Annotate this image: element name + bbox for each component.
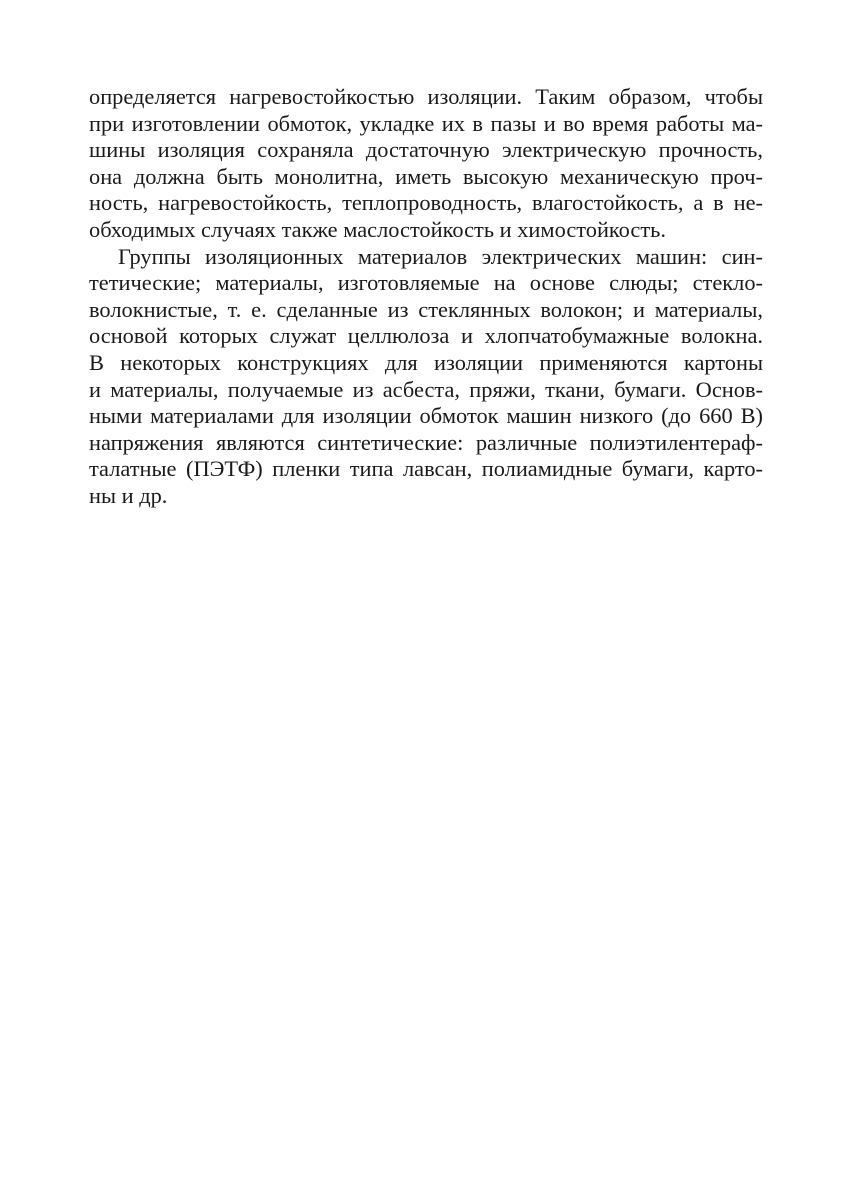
text-line: талатные (ПЭТФ) пленки типа лавсан, полиамидные бумаги, карто- (89, 456, 763, 482)
text-line: шины изоляция сохраняла достаточную электрическую прочность, (89, 137, 763, 163)
text-line: она должна быть монолитна, иметь высокую механическую проч- (89, 163, 763, 189)
text-line: Группы изоляционных материалов электрических машин: син- (118, 243, 763, 269)
text-line: ность, нагревостойкость, теплопроводность, влагостойкость, а в не- (89, 190, 763, 216)
text-line: основой которых служат целлюлоза и хлопчатобумажные волокна. (89, 323, 763, 349)
text-line: ными материалами для изоляции обмоток машин низкого (до 660 В) (89, 403, 763, 429)
text-line: ны и др. (89, 482, 168, 508)
text-line: обходимых случаях также маслостойкость и химостойкость. (89, 216, 666, 242)
paragraph (89, 84, 763, 244)
text-line: и материалы, получаемые из асбеста, пряжи, ткани, бумаги. Основ- (89, 376, 763, 402)
paragraph (89, 244, 763, 510)
body-text (89, 84, 763, 510)
text-line: при изготовлении обмоток, укладке их в пазы и во время работы ма- (89, 110, 763, 136)
text-line: определяется нагревостойкостью изоляции. Таким образом, чтобы (89, 84, 763, 109)
text-line: тетические; материалы, изготовляемые на основе слюды; стекло- (89, 270, 763, 296)
text-line: В некоторых конструкциях для изоляции применяются картоны (89, 349, 763, 375)
text-line: напряжения являются синтетические: различные полиэтилентераф- (89, 429, 763, 455)
text-line: волокнистые, т. е. сделанные из стеклянных волокон; и материалы, (89, 296, 763, 322)
